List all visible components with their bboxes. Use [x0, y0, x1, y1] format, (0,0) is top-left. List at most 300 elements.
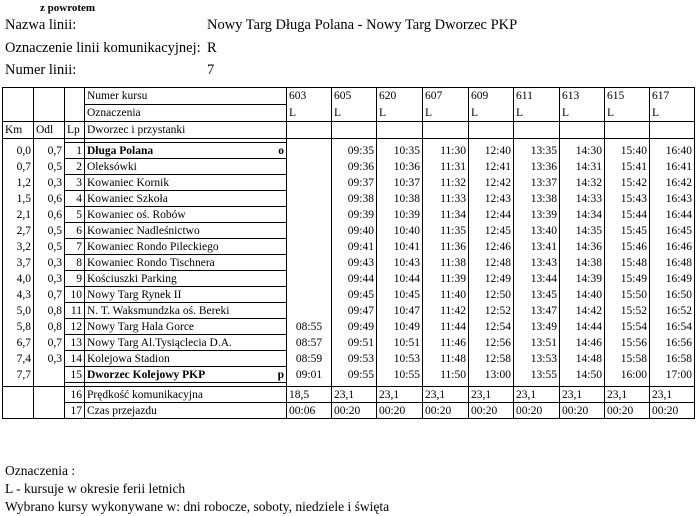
time-cell: 13:44 [514, 271, 560, 287]
table-row [3, 175, 695, 191]
time-cell: 11:50 [423, 367, 469, 383]
time-cell: 11:40 [423, 287, 469, 303]
odl-header: Odl [34, 122, 65, 139]
time-cell [287, 223, 332, 239]
lp-cell: 1 [65, 143, 85, 159]
time-cell: 15:42 [605, 175, 650, 191]
time-cell: 10:55 [377, 367, 423, 383]
line-name-label: Nazwa linii: [5, 17, 77, 33]
time-cell: 13:49 [514, 319, 560, 335]
time-cell [287, 191, 332, 207]
course-mark: L [332, 105, 377, 122]
time-cell: 16:52 [650, 303, 695, 319]
time-cell: 11:44 [423, 319, 469, 335]
time-cell: 08:55 [287, 319, 332, 335]
blank-cell [65, 88, 85, 105]
time-cell: 13:53 [514, 351, 560, 367]
time-cell: 12:43 [469, 191, 514, 207]
course-mark: L [423, 105, 469, 122]
time-cell: 13:41 [514, 239, 560, 255]
course-number: 603 [287, 88, 332, 105]
stop-cell [85, 287, 287, 303]
time-cell: 15:44 [605, 207, 650, 223]
time-cell: 08:57 [287, 335, 332, 351]
blank-cell [34, 88, 65, 105]
time-cell: 11:33 [423, 191, 469, 207]
lp-cell: 4 [65, 191, 85, 207]
km-cell: 1,5 [3, 191, 34, 207]
stop-cell [85, 319, 287, 335]
time-cell: 13:55 [514, 367, 560, 383]
time-cell: 10:37 [377, 175, 423, 191]
column-header-row [3, 122, 695, 139]
time-cell: 10:51 [377, 335, 423, 351]
time-cell: 16:48 [650, 255, 695, 271]
time-cell: 16:56 [650, 335, 695, 351]
blank-cell [605, 122, 650, 139]
lp-cell: 12 [65, 319, 85, 335]
line-number-label: Numer linii: [5, 62, 77, 78]
lp-header: Lp [65, 122, 85, 139]
time-cell: 11:30 [423, 143, 469, 159]
time-cell: 12:41 [469, 159, 514, 175]
direction-subtitle: z powrotem [40, 2, 96, 14]
stop-name: Kowaniec Nadleśnictwo [87, 224, 200, 237]
time-cell: 16:46 [650, 239, 695, 255]
stop-cell [85, 175, 287, 191]
time-cell: 16:50 [650, 287, 695, 303]
time-cell: 14:40 [560, 287, 605, 303]
time-cell: 14:42 [560, 303, 605, 319]
time-cell: 12:44 [469, 207, 514, 223]
time-cell: 12:45 [469, 223, 514, 239]
stop-cell [85, 239, 287, 255]
time-cell: 15:54 [605, 319, 650, 335]
time-cell [287, 207, 332, 223]
time-cell [287, 303, 332, 319]
duration-cell: 00:20 [332, 403, 377, 419]
time-cell: 12:49 [469, 271, 514, 287]
course-mark: L [469, 105, 514, 122]
duration-cell: 00:20 [377, 403, 423, 419]
table-row [3, 367, 695, 383]
duration-cell: 00:20 [469, 403, 514, 419]
table-row [3, 303, 695, 319]
speed-row [3, 387, 695, 403]
time-cell: 15:56 [605, 335, 650, 351]
table-row [3, 207, 695, 223]
stop-name: Nowy Targ Rynek II [87, 288, 182, 301]
stop-cell [85, 143, 287, 159]
km-cell: 5,8 [3, 319, 34, 335]
odl-cell: 0,5 [34, 223, 65, 239]
stop-name: Długa Polana [87, 144, 154, 157]
course-mark: L [650, 105, 695, 122]
time-cell: 13:38 [514, 191, 560, 207]
time-cell: 12:42 [469, 175, 514, 191]
time-cell: 09:37 [332, 175, 377, 191]
km-cell: 3,7 [3, 255, 34, 271]
time-cell: 11:36 [423, 239, 469, 255]
duration-cell: 00:20 [560, 403, 605, 419]
time-cell: 09:44 [332, 271, 377, 287]
duration-cell: 00:20 [514, 403, 560, 419]
stop-name: Nowy Targ Hala Gorce [87, 320, 195, 333]
time-cell [287, 287, 332, 303]
blank-cell [34, 105, 65, 122]
time-cell: 09:55 [332, 367, 377, 383]
km-cell: 6,7 [3, 335, 34, 351]
course-number: 605 [332, 88, 377, 105]
line-name: Nowy Targ Długa Polana - Nowy Targ Dworzec PKP [207, 17, 518, 33]
lp-cell: 13 [65, 335, 85, 351]
time-cell: 11:39 [423, 271, 469, 287]
km-cell: 0,7 [3, 159, 34, 175]
odl-cell: 0,3 [34, 271, 65, 287]
table-row [3, 143, 695, 159]
time-cell: 12:50 [469, 287, 514, 303]
table-row [3, 255, 695, 271]
time-cell: 14:33 [560, 191, 605, 207]
lp-cell: 11 [65, 303, 85, 319]
time-cell: 12:48 [469, 255, 514, 271]
stop-cell [85, 255, 287, 271]
blank-cell [3, 403, 34, 419]
course-number: 620 [377, 88, 423, 105]
blank-cell [3, 88, 34, 105]
time-cell: 10:39 [377, 207, 423, 223]
time-cell: 13:35 [514, 143, 560, 159]
stop-name: Kowaniec Rondo Pileckiego [87, 240, 219, 253]
time-cell: 09:41 [332, 239, 377, 255]
stop-name: Kościuszki Parking [87, 272, 177, 285]
time-cell: 09:49 [332, 319, 377, 335]
line-code: R [207, 40, 217, 56]
speed-cell: 23,1 [469, 387, 514, 403]
time-cell: 11:48 [423, 351, 469, 367]
speed-cell: 23,1 [332, 387, 377, 403]
time-cell: 09:35 [332, 143, 377, 159]
km-cell: 3,2 [3, 239, 34, 255]
time-cell: 11:31 [423, 159, 469, 175]
stop-flag: o [278, 144, 284, 157]
time-cell: 11:42 [423, 303, 469, 319]
lp-cell: 2 [65, 159, 85, 175]
time-cell: 09:01 [287, 367, 332, 383]
stops-header: Dworzec i przystanki [85, 122, 287, 139]
lp-cell: 10 [65, 287, 85, 303]
speed-cell: 23,1 [560, 387, 605, 403]
km-cell: 0,0 [3, 143, 34, 159]
odl-cell: 0,6 [34, 191, 65, 207]
km-cell: 2,1 [3, 207, 34, 223]
time-cell: 14:32 [560, 175, 605, 191]
blank-cell [377, 122, 423, 139]
course-number: 613 [560, 88, 605, 105]
table-row [3, 159, 695, 175]
course-number: 617 [650, 88, 695, 105]
time-cell: 09:36 [332, 159, 377, 175]
blank-cell [287, 122, 332, 139]
odl-cell: 0,8 [34, 319, 65, 335]
stop-flag: p [277, 368, 284, 381]
km-cell: 7,7 [3, 367, 34, 383]
time-cell: 12:40 [469, 143, 514, 159]
time-cell: 10:40 [377, 223, 423, 239]
time-cell: 15:52 [605, 303, 650, 319]
time-cell: 10:38 [377, 191, 423, 207]
time-cell: 16:58 [650, 351, 695, 367]
time-cell: 15:40 [605, 143, 650, 159]
time-cell: 14:35 [560, 223, 605, 239]
time-cell: 13:36 [514, 159, 560, 175]
time-cell [287, 239, 332, 255]
km-cell: 1,2 [3, 175, 34, 191]
table-row [3, 335, 695, 351]
time-cell: 11:46 [423, 335, 469, 351]
table-row [3, 287, 695, 303]
time-cell: 13:47 [514, 303, 560, 319]
table-row [3, 239, 695, 255]
km-cell: 2,7 [3, 223, 34, 239]
time-cell: 15:43 [605, 191, 650, 207]
time-cell: 14:34 [560, 207, 605, 223]
blank-cell [34, 387, 65, 403]
stop-cell [85, 367, 287, 383]
course-number: 607 [423, 88, 469, 105]
time-cell: 16:41 [650, 159, 695, 175]
blank-cell [34, 403, 65, 419]
odl-cell [34, 367, 65, 383]
blank-cell [3, 105, 34, 122]
time-cell: 14:39 [560, 271, 605, 287]
legend-title: Oznaczenia : [5, 463, 76, 478]
duration-cell: 00:20 [605, 403, 650, 419]
time-cell: 16:00 [605, 367, 650, 383]
time-cell: 15:58 [605, 351, 650, 367]
lp-cell: 8 [65, 255, 85, 271]
time-cell: 16:45 [650, 223, 695, 239]
odl-cell: 0,7 [34, 335, 65, 351]
blank-cell [65, 105, 85, 122]
lp-cell: 17 [65, 403, 85, 419]
blank-cell [423, 122, 469, 139]
time-cell: 17:00 [650, 367, 695, 383]
blank-cell [469, 122, 514, 139]
speed-cell: 23,1 [377, 387, 423, 403]
stop-cell [85, 223, 287, 239]
time-cell: 13:45 [514, 287, 560, 303]
stop-name: N. T. Waksmundzka oś. Bereki [87, 304, 230, 317]
time-cell: 13:40 [514, 223, 560, 239]
odl-cell: 0,5 [34, 239, 65, 255]
line-code-label: Oznaczenie linii komunikacyjnej: [5, 40, 201, 56]
course-mark: L [514, 105, 560, 122]
course-mark: L [377, 105, 423, 122]
lp-cell: 5 [65, 207, 85, 223]
table-row [3, 191, 695, 207]
time-cell: 10:43 [377, 255, 423, 271]
time-cell [287, 143, 332, 159]
time-cell: 15:48 [605, 255, 650, 271]
stop-cell [85, 191, 287, 207]
table-row [3, 271, 695, 287]
time-cell: 13:51 [514, 335, 560, 351]
time-cell: 12:56 [469, 335, 514, 351]
odl-cell: 0,7 [34, 287, 65, 303]
stop-name: Kowaniec Kornik [87, 176, 170, 189]
time-cell: 15:49 [605, 271, 650, 287]
line-number: 7 [207, 62, 215, 78]
time-cell: 15:46 [605, 239, 650, 255]
time-cell: 12:54 [469, 319, 514, 335]
time-cell: 11:38 [423, 255, 469, 271]
duration-cell: 00:20 [650, 403, 695, 419]
time-cell: 10:53 [377, 351, 423, 367]
time-cell: 14:50 [560, 367, 605, 383]
time-cell: 16:54 [650, 319, 695, 335]
time-cell: 11:32 [423, 175, 469, 191]
time-cell: 09:43 [332, 255, 377, 271]
time-cell: 09:39 [332, 207, 377, 223]
timetable [2, 87, 695, 419]
km-header: Km [3, 122, 34, 139]
time-cell [287, 271, 332, 287]
time-cell: 13:39 [514, 207, 560, 223]
km-cell: 4,0 [3, 271, 34, 287]
time-cell [287, 255, 332, 271]
speed-cell: 23,1 [650, 387, 695, 403]
time-cell: 10:49 [377, 319, 423, 335]
time-cell: 14:44 [560, 319, 605, 335]
legend-line-2: Wybrano kursy wykonywane w: dni robocze, soboty, niedziele i święta [5, 499, 390, 514]
time-cell: 09:38 [332, 191, 377, 207]
table-row [3, 351, 695, 367]
stop-name: Oleksówki [87, 160, 137, 173]
odl-cell: 0,7 [34, 143, 65, 159]
time-cell: 09:51 [332, 335, 377, 351]
course-number-row [3, 88, 695, 105]
course-number: 615 [605, 88, 650, 105]
time-cell: 16:40 [650, 143, 695, 159]
stop-cell [85, 207, 287, 223]
odl-cell: 0,3 [34, 175, 65, 191]
course-mark: L [605, 105, 650, 122]
time-cell: 09:53 [332, 351, 377, 367]
odl-cell: 0,8 [34, 303, 65, 319]
stop-cell [85, 159, 287, 175]
time-cell: 08:59 [287, 351, 332, 367]
time-cell: 12:46 [469, 239, 514, 255]
speed-cell: 23,1 [514, 387, 560, 403]
odl-cell: 0,3 [34, 351, 65, 367]
time-cell: 10:41 [377, 239, 423, 255]
time-cell: 14:30 [560, 143, 605, 159]
time-cell: 16:49 [650, 271, 695, 287]
table-row [3, 319, 695, 335]
time-cell: 14:46 [560, 335, 605, 351]
stop-name: Nowy Targ Al.Tysiąclecia D.A. [87, 336, 232, 349]
time-cell: 10:47 [377, 303, 423, 319]
time-cell: 15:41 [605, 159, 650, 175]
time-cell: 16:44 [650, 207, 695, 223]
time-cell: 09:40 [332, 223, 377, 239]
lp-cell: 14 [65, 351, 85, 367]
course-number: 611 [514, 88, 560, 105]
time-cell: 13:00 [469, 367, 514, 383]
table-row [3, 223, 695, 239]
time-cell: 13:43 [514, 255, 560, 271]
duration-cell: 00:20 [423, 403, 469, 419]
stop-name: Kowaniec oś. Robów [87, 208, 186, 221]
odl-cell: 0,5 [34, 159, 65, 175]
time-cell: 11:34 [423, 207, 469, 223]
time-cell: 10:44 [377, 271, 423, 287]
stop-cell [85, 351, 287, 367]
odl-cell: 0,6 [34, 207, 65, 223]
blank-cell [514, 122, 560, 139]
time-cell: 16:42 [650, 175, 695, 191]
blank-cell [332, 122, 377, 139]
stop-name: Kolejowa Stadion [87, 352, 170, 365]
duration-label: Czas przejazdu [85, 403, 287, 419]
course-mark: L [560, 105, 605, 122]
lp-cell: 16 [65, 387, 85, 403]
stop-name: Kowaniec Szkoła [87, 192, 168, 205]
time-cell: 12:58 [469, 351, 514, 367]
lp-cell: 3 [65, 175, 85, 191]
time-cell: 11:35 [423, 223, 469, 239]
course-mark: L [287, 105, 332, 122]
duration-row [3, 403, 695, 419]
time-cell: 13:37 [514, 175, 560, 191]
legend-line-1: L - kursuje w okresie ferii letnich [5, 481, 186, 496]
course-marks-label: Oznaczenia [85, 105, 287, 122]
time-cell: 10:35 [377, 143, 423, 159]
time-cell: 14:31 [560, 159, 605, 175]
time-cell [287, 159, 332, 175]
stop-name: Kowaniec Rondo Tischnera [87, 256, 215, 269]
blank-cell [3, 387, 34, 403]
course-marks-row [3, 105, 695, 122]
speed-label: Prędkość komunikacyjna [85, 387, 287, 403]
time-cell: 14:48 [560, 351, 605, 367]
km-cell: 4,3 [3, 287, 34, 303]
stop-name: Dworzec Kolejowy PKP [87, 368, 206, 381]
blank-cell [650, 122, 695, 139]
duration-cell: 00:06 [287, 403, 332, 419]
time-cell: 16:43 [650, 191, 695, 207]
speed-cell: 18,5 [287, 387, 332, 403]
lp-cell: 6 [65, 223, 85, 239]
time-cell [287, 175, 332, 191]
time-cell: 15:50 [605, 287, 650, 303]
km-cell: 7,4 [3, 351, 34, 367]
lp-cell: 15 [65, 367, 85, 383]
odl-cell: 0,3 [34, 255, 65, 271]
time-cell: 09:45 [332, 287, 377, 303]
time-cell: 12:52 [469, 303, 514, 319]
time-cell: 10:45 [377, 287, 423, 303]
course-number: 609 [469, 88, 514, 105]
blank-cell [560, 122, 605, 139]
time-cell: 14:38 [560, 255, 605, 271]
time-cell: 14:36 [560, 239, 605, 255]
time-cell: 15:45 [605, 223, 650, 239]
km-cell: 5,0 [3, 303, 34, 319]
lp-cell: 9 [65, 271, 85, 287]
lp-cell: 7 [65, 239, 85, 255]
